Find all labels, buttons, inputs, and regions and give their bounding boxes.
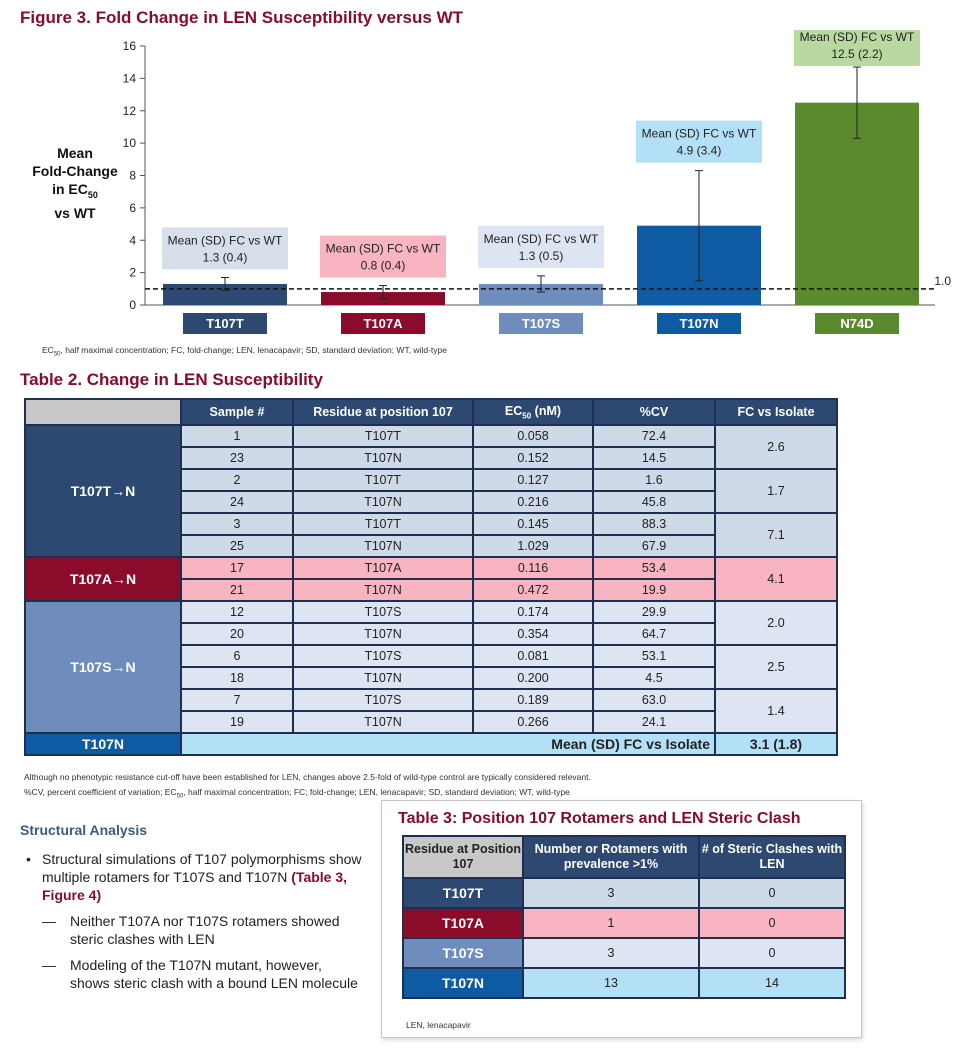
mean-value: 3.1 (1.8) bbox=[715, 733, 837, 755]
cell-residue: T107S bbox=[293, 601, 473, 623]
structural-title: Structural Analysis bbox=[20, 822, 148, 838]
table-row bbox=[25, 557, 837, 579]
cell-rotamers: 3 bbox=[523, 938, 699, 968]
figure-reference: (Table 3, Figure 4) bbox=[42, 869, 348, 903]
cell-residue: T107N bbox=[403, 968, 523, 998]
y-axis-label-line3: in $EC_{50}$ bbox=[52, 181, 98, 200]
cell-residue: T107N bbox=[293, 491, 473, 513]
y-tick-label: 0 bbox=[129, 298, 136, 312]
cell-cv: 4.5 bbox=[593, 667, 715, 689]
table2-note: Although no phenotypic resistance cut-off have been established for LEN, changes above 2.5-fold of wild-type control are typically considered relevant. bbox=[24, 772, 591, 782]
bar-chart bbox=[0, 30, 956, 348]
cell-ec50: 0.354 bbox=[473, 623, 593, 645]
group-label: T107S→N bbox=[25, 601, 181, 733]
cell-residue: T107T bbox=[293, 425, 473, 447]
table3-header-rotamers: Number or Rotamers with prevalence >1% bbox=[523, 836, 699, 878]
cell-residue: T107N bbox=[293, 711, 473, 733]
cell-fc: 2.5 bbox=[715, 645, 837, 689]
table-row bbox=[403, 908, 845, 938]
table2-title: Table 2. Change in LEN Susceptibility bbox=[20, 370, 323, 389]
cell-sample: 23 bbox=[181, 447, 293, 469]
cell-sample: 2 bbox=[181, 469, 293, 491]
cell-fc: 2.6 bbox=[715, 425, 837, 469]
cell-cv: 53.1 bbox=[593, 645, 715, 667]
cell-sample: 24 bbox=[181, 491, 293, 513]
y-tick-label: 4 bbox=[129, 233, 136, 248]
callout-title: Mean (SD) FC vs WT bbox=[799, 30, 915, 44]
y-tick-label: 12 bbox=[122, 103, 136, 118]
cell-ec50: 0.472 bbox=[473, 579, 593, 601]
cell-residue: T107S bbox=[293, 689, 473, 711]
cell-residue: T107N bbox=[293, 579, 473, 601]
group-label: T107N bbox=[25, 733, 181, 755]
table2 bbox=[24, 398, 838, 756]
data-label: 1.3 (0.5) bbox=[518, 248, 564, 263]
cell-ec50: 0.174 bbox=[473, 601, 593, 623]
cell-residue: T107T bbox=[403, 878, 523, 908]
cell-fc: 2.0 bbox=[715, 601, 837, 645]
cell-cv: 45.8 bbox=[593, 491, 715, 513]
cell-cv: 14.5 bbox=[593, 447, 715, 469]
table-row bbox=[403, 878, 845, 908]
cell-cv: 72.4 bbox=[593, 425, 715, 447]
data-label: 0.8 (0.4) bbox=[360, 258, 406, 273]
category-label: T107N bbox=[679, 316, 719, 331]
cell-residue: T107N bbox=[293, 667, 473, 689]
y-tick-label: 6 bbox=[129, 200, 136, 215]
cell-sample: 19 bbox=[181, 711, 293, 733]
cell-ec50: 0.116 bbox=[473, 557, 593, 579]
cell-sample: 18 bbox=[181, 667, 293, 689]
reference-line-label: 1.0 bbox=[934, 273, 951, 288]
cell-cv: 53.4 bbox=[593, 557, 715, 579]
category-label: N74D bbox=[840, 316, 874, 331]
group-label: T107T→N bbox=[25, 425, 181, 557]
y-tick-label: 16 bbox=[122, 39, 136, 53]
cell-residue: T107S bbox=[293, 645, 473, 667]
figure-footnote: $EC_{50}$, half maximal concentration; FC, fold-change; LEN, lenacapavir; SD, standard deviation; WT, wild-type bbox=[42, 345, 447, 358]
cell-cv: 29.9 bbox=[593, 601, 715, 623]
category-label: T107A bbox=[363, 316, 403, 331]
table2-header-residue: Residue at position 107 bbox=[293, 399, 473, 425]
cell-ec50: 0.145 bbox=[473, 513, 593, 535]
table-row-mean bbox=[25, 733, 837, 755]
cell-ec50: 0.266 bbox=[473, 711, 593, 733]
table2-header-ec50: $EC_{50}$ (nM) bbox=[473, 399, 593, 425]
callout-title: Mean (SD) FC vs WT bbox=[167, 233, 283, 248]
table-row bbox=[403, 938, 845, 968]
table-row bbox=[25, 425, 837, 447]
cell-sample: 6 bbox=[181, 645, 293, 667]
cell-residue: T107T bbox=[293, 469, 473, 491]
cell-sample: 7 bbox=[181, 689, 293, 711]
table2-header-cv: %CV bbox=[593, 399, 715, 425]
cell-ec50: 0.216 bbox=[473, 491, 593, 513]
group-label: T107A→N bbox=[25, 557, 181, 601]
table3-header-clashes: # of Steric Clashes with LEN bbox=[699, 836, 845, 878]
table3 bbox=[402, 835, 846, 999]
cell-rotamers: 13 bbox=[523, 968, 699, 998]
table-row bbox=[403, 968, 845, 998]
cell-cv: 24.1 bbox=[593, 711, 715, 733]
structural-bullets bbox=[24, 850, 364, 1000]
sub-bullet-item: — Modeling of the T107N mutant, however, shows steric clash with a bound LEN molecule bbox=[42, 957, 358, 991]
table-row bbox=[25, 601, 837, 623]
mean-label: Mean (SD) FC vs Isolate bbox=[181, 733, 715, 755]
cell-fc: 4.1 bbox=[715, 557, 837, 601]
cell-ec50: 0.127 bbox=[473, 469, 593, 491]
cell-rotamers: 3 bbox=[523, 878, 699, 908]
bullet-dash: — bbox=[42, 957, 56, 973]
y-tick-label: 10 bbox=[122, 136, 136, 151]
cell-ec50: 0.200 bbox=[473, 667, 593, 689]
y-axis-label-line2: Fold-Change bbox=[32, 163, 118, 179]
cell-ec50: 1.029 bbox=[473, 535, 593, 557]
table2-header-fc: FC vs Isolate bbox=[715, 399, 837, 425]
cell-residue: T107A bbox=[293, 557, 473, 579]
y-tick-label: 14 bbox=[122, 71, 136, 86]
cell-residue: T107N bbox=[293, 535, 473, 557]
data-label: 1.3 (0.4) bbox=[202, 250, 248, 265]
data-label: 12.5 (2.2) bbox=[831, 47, 883, 61]
cell-ec50: 0.081 bbox=[473, 645, 593, 667]
table3-title: Table 3: Position 107 Rotamers and LEN Steric Clash bbox=[398, 810, 801, 827]
cell-cv: 63.0 bbox=[593, 689, 715, 711]
cell-ec50: 0.152 bbox=[473, 447, 593, 469]
cell-rotamers: 1 bbox=[523, 908, 699, 938]
y-axis-label-line1: Mean bbox=[57, 145, 93, 161]
category-label: T107T bbox=[206, 316, 244, 331]
cell-sample: 25 bbox=[181, 535, 293, 557]
y-axis-label-line4: vs WT bbox=[54, 204, 96, 221]
table3-footnote: LEN, lenacapavir bbox=[406, 1020, 471, 1030]
cell-residue: T107N bbox=[293, 447, 473, 469]
cell-clashes: 0 bbox=[699, 878, 845, 908]
cell-sample: 3 bbox=[181, 513, 293, 535]
y-tick-label: 2 bbox=[129, 265, 136, 280]
cell-residue: T107A bbox=[403, 908, 523, 938]
table2-abbreviations: %CV, percent coefficient of variation; $EC_{50}$, half maximal concentration; FC; fold-change; LEN, lenacapavir; SD, standard deviation; WT, wild-type bbox=[24, 787, 570, 800]
cell-sample: 21 bbox=[181, 579, 293, 601]
cell-clashes: 0 bbox=[699, 908, 845, 938]
category-label: T107S bbox=[521, 316, 561, 331]
cell-ec50: 0.058 bbox=[473, 425, 593, 447]
callout-title: Mean (SD) FC vs WT bbox=[483, 231, 599, 246]
cell-cv: 1.6 bbox=[593, 469, 715, 491]
sub-bullet-item: — Neither T107A nor T107S rotamers showed steric clashes with LEN bbox=[42, 913, 340, 947]
cell-fc: 7.1 bbox=[715, 513, 837, 557]
cell-ec50: 0.189 bbox=[473, 689, 593, 711]
cell-cv: 88.3 bbox=[593, 513, 715, 535]
cell-sample: 20 bbox=[181, 623, 293, 645]
cell-cv: 67.9 bbox=[593, 535, 715, 557]
cell-cv: 64.7 bbox=[593, 623, 715, 645]
table2-header-sample: Sample # bbox=[181, 399, 293, 425]
cell-clashes: 0 bbox=[699, 938, 845, 968]
callout-title: Mean (SD) FC vs WT bbox=[325, 241, 441, 256]
cell-sample: 1 bbox=[181, 425, 293, 447]
cell-sample: 17 bbox=[181, 557, 293, 579]
table3-header-residue: Residue at Position 107 bbox=[403, 836, 523, 878]
figure-title: Figure 3. Fold Change in LEN Susceptibility versus WT bbox=[20, 8, 464, 27]
bullet-item: • Structural simulations of T107 polymorphisms show multiple rotamers for T107S and T107N (Table 3, Figure 4) bbox=[26, 851, 362, 903]
cell-residue: T107N bbox=[293, 623, 473, 645]
cell-residue: T107S bbox=[403, 938, 523, 968]
cell-residue: T107T bbox=[293, 513, 473, 535]
bullet-dash: — bbox=[42, 913, 56, 929]
y-tick-label: 8 bbox=[129, 168, 136, 183]
data-label: 4.9 (3.4) bbox=[676, 143, 722, 158]
table3-header-row bbox=[403, 836, 845, 878]
bullet-dot: • bbox=[26, 851, 31, 867]
cell-fc: 1.4 bbox=[715, 689, 837, 733]
cell-fc: 1.7 bbox=[715, 469, 837, 513]
cell-clashes: 14 bbox=[699, 968, 845, 998]
table2-header-blank bbox=[25, 399, 181, 425]
cell-cv: 19.9 bbox=[593, 579, 715, 601]
callout-title: Mean (SD) FC vs WT bbox=[641, 126, 757, 141]
cell-sample: 12 bbox=[181, 601, 293, 623]
table2-header-row bbox=[25, 399, 837, 425]
